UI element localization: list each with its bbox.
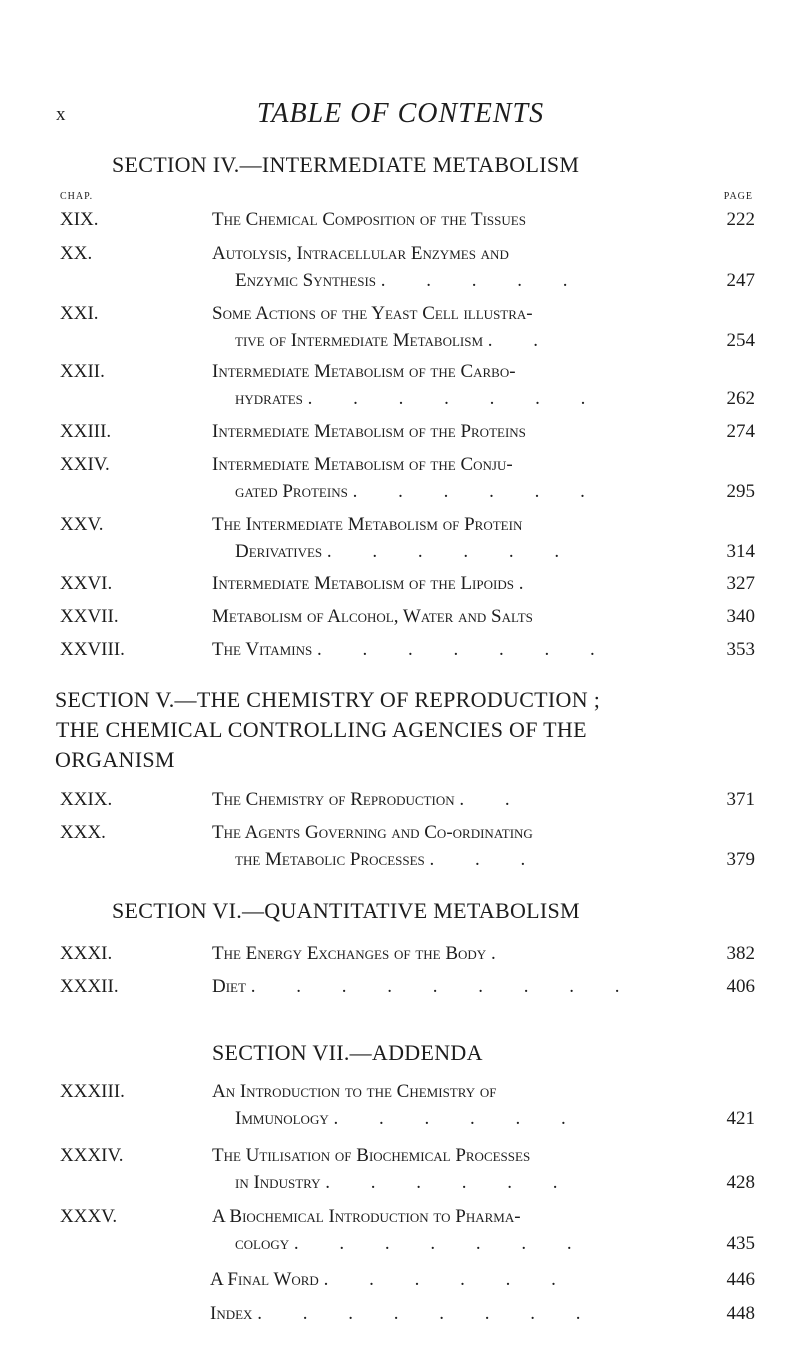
page-ref: 379 [726, 849, 755, 870]
page-ref: 428 [726, 1172, 755, 1193]
running-title: TABLE OF CONTENTS [256, 98, 545, 129]
page-ref: 295 [726, 481, 755, 502]
chapter-number: XXVII. [60, 606, 119, 627]
section-vi-heading: SECTION VI.—QUANTITATIVE METABOLISM [112, 898, 580, 923]
chapter-title: Autolysis, Intracellular Enzymes and Enzymic Synthesis . . . . . [212, 243, 586, 291]
chapter-title: Intermediate Metabolism of the Proteins [212, 421, 526, 442]
page-column-label: PAGE [723, 191, 753, 202]
chapter-title: Index . . . . . . . . [210, 1303, 599, 1324]
chapter-number: XX. [60, 243, 93, 264]
chapter-number: XXXIV. [60, 1145, 124, 1166]
chapter-title: The Chemistry of Reproduction . . [212, 789, 528, 810]
chapter-title: An Introduction to the Chemistry of Immunology . . . . . . [212, 1081, 584, 1129]
chapter-number: XXXIII. [60, 1081, 125, 1102]
chapter-title: A Biochemical Introduction to Pharma- cology . . . . . . . [212, 1206, 590, 1254]
chapter-title: Intermediate Metabolism of the Conju- gated Proteins . . . . . . [212, 454, 603, 502]
chapter-number: XXV. [60, 514, 104, 535]
chapter-number: XXIV. [60, 454, 110, 475]
section-vii-heading: SECTION VII.—ADDENDA [212, 1040, 483, 1065]
page-number: x [56, 104, 67, 125]
page-ref: 262 [726, 388, 755, 409]
page-ref: 340 [726, 606, 755, 627]
section-v-heading: SECTION V.—THE CHEMISTRY OF REPRODUCTION ; THE CHEMICAL CONTROLLING AGENCIES OF THE ORGANISM [55, 687, 601, 772]
page-ref: 254 [726, 330, 755, 351]
chapter-number: XXVI. [60, 573, 113, 594]
chapter-number: XIX. [60, 209, 99, 230]
chapter-title: Intermediate Metabolism of the Carbo- hydrates . . . . . . . [212, 361, 604, 409]
chapter-title: The Energy Exchanges of the Body . [212, 943, 514, 964]
page-ref: 222 [726, 209, 755, 230]
page-ref: 314 [726, 541, 755, 562]
chap-column-label: CHAP. [60, 191, 94, 202]
chapter-title: A Final Word . . . . . . [210, 1269, 574, 1290]
chapter-number: XXXII. [60, 976, 119, 997]
chapter-number: XXXV. [60, 1206, 118, 1227]
chapter-title: The Agents Governing and Co-ordinating the Metabolic Processes . . . [212, 822, 544, 870]
chapter-title: The Chemical Composition of the Tissues [212, 209, 526, 230]
chapter-title: Diet . . . . . . . . . [212, 976, 638, 997]
page-ref: 247 [726, 270, 755, 291]
chapter-title: The Intermediate Metabolism of Protein Derivatives . . . . . . [212, 514, 578, 562]
chapter-title: The Vitamins . . . . . . . [212, 639, 613, 660]
page-ref: 382 [726, 943, 755, 964]
chapter-number: XXVIII. [60, 639, 125, 660]
page-ref: 435 [726, 1233, 755, 1254]
page-ref: 446 [726, 1269, 755, 1290]
chapter-number: XXI. [60, 303, 99, 324]
chapter-title: The Utilisation of Biochemical Processes in Industry . . . . . . [212, 1145, 576, 1193]
page-ref: 327 [726, 573, 755, 594]
page-ref: 406 [726, 976, 755, 997]
page-ref: 421 [726, 1108, 755, 1129]
page-ref: 353 [726, 639, 755, 660]
chapter-number: XXXI. [60, 943, 113, 964]
chapter-title: Intermediate Metabolism of the Lipoids . [212, 573, 542, 594]
chapter-number: XXIX. [60, 789, 113, 810]
chapter-number: XXX. [60, 822, 106, 843]
chapter-number: XXIII. [60, 421, 112, 442]
chapter-title: Some Actions of the Yeast Cell illustra- tive of Intermediate Metabolism . . [212, 303, 557, 351]
section-iv-heading: SECTION IV.—INTERMEDIATE METABOLISM [112, 152, 580, 177]
page-ref: 274 [726, 421, 755, 442]
chapter-title: Metabolism of Alcohol, Water and Salts [212, 606, 533, 627]
chapter-number: XXII. [60, 361, 105, 382]
page-ref: 371 [726, 789, 755, 810]
page-ref: 448 [726, 1303, 755, 1324]
